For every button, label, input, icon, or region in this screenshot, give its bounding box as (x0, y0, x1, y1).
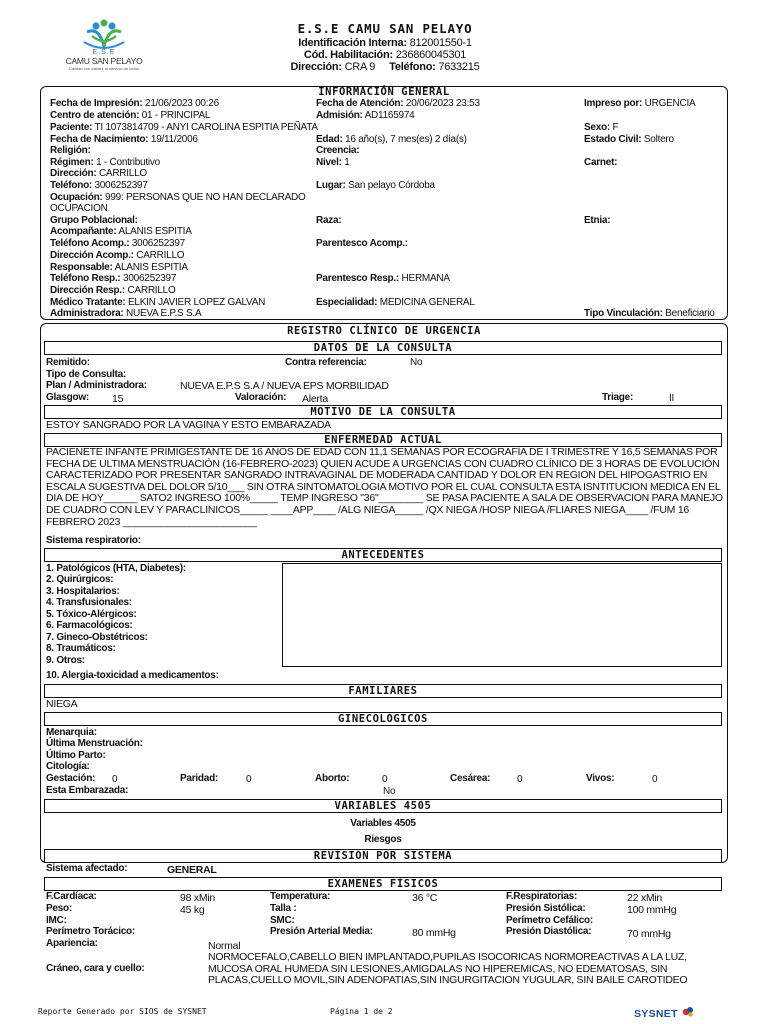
info-ocupacion: Ocupación: 999: PERSONAS QUE NO HAN DECLARADO (50, 192, 306, 203)
gineco-embarazada-label: Esta Embarazada: (46, 785, 129, 796)
sistema-respiratorio-label: Sistema respiratorio: (46, 535, 141, 546)
brand-swirl-icon (682, 1006, 694, 1018)
info-general-title: INFORMACIÓN GENERAL (318, 86, 450, 98)
exam-talla-label: Talla : (270, 903, 297, 914)
gineco-vivos-value: 0 (652, 774, 658, 785)
dir-value: CRA 9 (344, 61, 376, 73)
info-admin: Administradora: NUEVA E.P.S S.A (50, 308, 202, 319)
gineco-menarquia: Menarquia: (46, 727, 97, 738)
exam-peso-label: Peso: (46, 903, 72, 914)
exam-psis-value: 100 mmHg (627, 904, 677, 916)
revision-sistema-label: Sistema afectado: (46, 863, 128, 874)
exam-temp-label: Temperatura: (270, 891, 331, 902)
info-religion: Religión: (50, 145, 91, 156)
exam-imc-label: IMC: (46, 915, 67, 926)
motivo-text: ESTOY SANGRADO POR LA VAGINA Y ESTO EMBARAZADA (46, 419, 331, 431)
consulta-plan-label: Plan / Administradora: (46, 380, 147, 391)
consulta-valoracion-value: Alerta (302, 393, 328, 405)
consulta-glasgow-value: 15 (112, 393, 124, 405)
id-value: 812001550-1 (409, 37, 472, 49)
antecedente-item: 9. Otros: (46, 655, 85, 666)
info-edad: Edad: 16 año(s), 7 mes(es) 2 día(s) (316, 134, 467, 145)
consulta-glasgow-label: Glasgow: (46, 392, 90, 403)
exam-pam-label: Presión Arterial Media: (270, 926, 373, 937)
exam-fr-label: F.Respiratorias: (506, 891, 578, 902)
gineco-paridad-value: 0 (246, 774, 252, 785)
footer-page-number: Página 1 de 2 (330, 1007, 393, 1016)
info-sexo: Sexo: F (584, 122, 619, 133)
revision-sistema-value: GENERAL (167, 864, 217, 876)
info-impreso: Impreso por: URGENCIA (584, 98, 696, 109)
tel-label: Teléfono: (389, 61, 436, 73)
exam-pam-value: 80 mmHg (412, 927, 456, 939)
info-telefono: Teléfono: 3006252397 (50, 180, 148, 191)
logo-top-text: E.S.E (92, 49, 116, 56)
info-medico: Médico Tratante: ELKIN JAVIER LOPEZ GALVAN (50, 297, 266, 308)
familiares-text: NIEGA (46, 698, 78, 710)
gineco-citologia: Citología: (46, 761, 90, 772)
gineco-paridad-label: Paridad: (180, 773, 219, 784)
gineco-ultima-menst: Última Menstruación: (46, 738, 143, 749)
variables-subtitle: Variables 4505 (350, 818, 416, 829)
info-fecha-impresion: Fecha de Impresión: 21/06/2023 00:26 (50, 98, 219, 109)
page-title: E.S.E CAMU SAN PELAYO (297, 21, 473, 36)
people-icon (56, 18, 152, 52)
enfermedad-section-header: ENFERMEDAD ACTUAL (44, 433, 722, 447)
info-tel-resp: Teléfono Resp.: 3006252397 (50, 273, 177, 284)
gineco-section-header: GINECOLÓGICOS (44, 712, 722, 726)
info-civil: Estado Civil: Soltero (584, 134, 674, 145)
consulta-plan-value: NUEVA E.P.S S.A / NUEVA EPS MORBILIDAD (180, 380, 389, 392)
footer-brand (634, 1004, 694, 1022)
consulta-section-header: DATOS DE LA CONSULTA (44, 341, 722, 355)
info-ocupacion-cont: OCUPACION (50, 203, 108, 214)
antecedentes-notes-box (282, 563, 722, 667)
exam-psis-label: Presión Sistólica: (506, 903, 586, 914)
info-paciente: Paciente: TI 1073814709 - ANYI CAROLINA ESPITIA PEÑATA (50, 122, 318, 133)
gineco-vivos-label: Vivos: (586, 773, 615, 784)
exam-craneo-text: NORMOCEFALO,CABELLO BIEN IMPLANTADO,PUPILAS ISOCORICAS NORMOREACTIVAS A LA LUZ, MUCOSA ORAL HUMEDA SIN LESIONES,AMIGDALAS NO HIPEREMICAS, NO EDEMATOSAS, SIN PLACAS,CUELLO MOVIL,SIN ADENOPATIAS,SIN INGURGITACION YUGULAR, SIN BAILE CAROTIDEO (208, 951, 688, 987)
exam-apariencia-label: Apariencia: (46, 938, 98, 949)
antecedentes-section-header: ANTECEDENTES (44, 548, 722, 562)
info-acompanante: Acompañante: ALANIS ESPITIA (50, 226, 192, 237)
info-regimen: Régimen: 1 - Contributivo (50, 157, 160, 168)
familiares-section-header: FAMILIARES (44, 684, 722, 698)
info-vinculacion: Tipo Vinculación: Beneficiario (584, 308, 715, 319)
info-parentesco-resp: Parentesco Resp.: HERMANA (316, 273, 450, 284)
info-responsable: Responsable: ALANIS ESPITIA (50, 262, 188, 273)
header-dir-line (200, 61, 570, 73)
exam-smc-label: SMC: (270, 915, 295, 926)
header-hab-line (200, 49, 570, 61)
hab-label: Cód. Habilitación: (303, 49, 393, 61)
gineco-embarazada-value: No (383, 786, 396, 797)
consulta-valoracion-label: Valoración: (235, 392, 287, 403)
info-direccion: Dirección: CARRILLO (50, 168, 147, 179)
gineco-aborto-value: 0 (382, 774, 388, 785)
info-nacimiento: Fecha de Nacimiento: 19/11/2006 (50, 134, 198, 145)
info-lugar: Lugar: San pelayo Córdoba (316, 180, 435, 191)
motivo-section-header: MOTIVO DE LA CONSULTA (44, 405, 722, 419)
hab-value: 236860045301 (395, 49, 467, 61)
info-dir-acomp: Dirección Acomp.: CARRILLO (50, 250, 185, 261)
dir-label: Dirección: (290, 61, 342, 73)
consulta-triage-label: Triage: (602, 392, 634, 403)
antecedente-item: 4. Transfusionales: (46, 597, 132, 608)
antecedente-item: 2. Quirúrgicos: (46, 574, 114, 585)
info-especialidad: Especialidad: MEDICINA GENERAL (316, 297, 475, 308)
exam-pdia-label: Presión Diastólica: (506, 926, 592, 937)
exam-ptor-label: Perímetro Torácico: (46, 926, 135, 937)
exam-temp-value: 36 °C (412, 892, 438, 904)
gineco-cesarea-label: Cesárea: (450, 773, 491, 784)
gineco-cesarea-value: 0 (517, 774, 523, 785)
revision-section-header: REVISIÓN POR SISTEMA (44, 849, 722, 863)
exam-fc-label: F.Cardíaca: (46, 891, 97, 902)
gineco-aborto-label: Aborto: (315, 773, 350, 784)
consulta-tipo: Tipo de Consulta: (46, 369, 127, 380)
logo (56, 18, 152, 70)
antecedente-item: 8. Traumáticos: (46, 643, 116, 654)
antecedente-item: 1. Patológicos (HTA, Diabetes): (46, 563, 186, 574)
info-carnet: Carnet: (584, 157, 618, 168)
consulta-contra-value: No (410, 357, 423, 368)
info-admision: Admisión: AD1165974 (316, 110, 415, 121)
info-nivel: Nivel: 1 (316, 157, 350, 168)
gineco-ultimo-parto: Último Parto: (46, 750, 106, 761)
gineco-gestacion-label: Gestación: (46, 773, 96, 784)
exam-apariencia-value: Normal (208, 940, 241, 952)
alergia-label: 10. Alergia-toxicidad a medicamentos: (46, 670, 219, 681)
exam-peso-value: 45 kg (180, 904, 205, 916)
variables-riesgos: Riesgos (364, 834, 402, 845)
tel-value: 7633215 (438, 61, 480, 73)
info-dir-resp: Dirección Resp.: CARRILLO (50, 285, 176, 296)
footer-report-label: Reporte Generado por SIOS de SYSNET (38, 1007, 207, 1016)
variables-section-header: VARIABLES 4505 (44, 799, 722, 813)
gineco-gestacion-value: 0 (112, 774, 118, 785)
info-tel-acomp: Teléfono Acomp.: 3006252397 (50, 238, 185, 249)
exam-craneo-label: Cráneo, cara y cuello: (46, 963, 145, 974)
info-raza: Raza: (316, 215, 342, 226)
info-etnia: Etnia: (584, 215, 611, 226)
brand-name: SYSNET (634, 1008, 678, 1020)
id-label: Identificación Interna: (298, 37, 407, 49)
exam-fr-value: 22 xMin (627, 892, 663, 904)
consulta-remitido: Remitido: (46, 357, 90, 368)
exam-pcef-label: Perímetro Cefálico: (506, 915, 593, 926)
info-centro: Centro de atención: 01 - PRINCIPAL (50, 110, 211, 121)
antecedente-item: 3. Hospitalarios: (46, 586, 120, 597)
enfermedad-text: PACIENETE INFANTE PRIMIGESTANTE DE 16 AÑOS DE EDAD CON 11,1 SEMANAS POR ECOGRAFÍA DE I TRIMESTRE Y 16,5 SEMANAS POR FECHA DE ULTIMA MENSTRUACIÓN (16-FEBRERO-2023) QUIEN ACUDE A URGENCIAS CON CUADRO CLÍNICO DE 3 HORAS DE EVOLUCIÓN CARACTERIZADO POR PRESENTAR SANGRADO INTRAVAGINAL DE MODERADA CANTIDAD Y DOLOR EN REGION DEL HIPOGASTRIO EN ESCALA SUGESTIVA DEL DOLOR 5/10___ SIN OTRA SINTOMATOLOGIA MOTIVO POR EL CUAL CONSULTA ESTA ISNTITUCION MEDICA EN EL DIA DE HOY______ SATO2 INGRESO 100%_____ TEMP INGRESO "36"________ SE PASA PACIENTE A SALA DE OBSERVACION PARA MANEJO DE CUADRO CON LEV Y PARACLINICOS_____ ____APP____ /ALG NIEGA_____ /QX NIEGA /HOSP NIEGA /FLIARES NIEGA____ /FUM 16 FEBRERO 2023 ________________________ (46, 446, 723, 528)
examenes-section-header: EXAMENES FÍSICOS (44, 877, 722, 891)
consulta-contra-label: Contra referencia: (285, 357, 367, 368)
info-parentesco-acomp: Parentesco Acomp.: (316, 238, 408, 249)
antecedente-item: 7. Gineco-Obstétricos: (46, 632, 148, 643)
antecedente-item: 5. Tóxico-Alérgicos: (46, 609, 137, 620)
antecedente-item: 6. Farmacológicos: (46, 620, 133, 631)
exam-pdia-value: 70 mmHg (627, 928, 671, 940)
exam-fc-value: 98 xMin (180, 892, 216, 904)
info-creencia: Creencia: (316, 145, 360, 156)
logo-name: CAMU SAN PELAYO (65, 56, 143, 66)
info-grupo: Grupo Poblacional: (50, 215, 138, 226)
info-fecha-atencion: Fecha de Atención: 20/06/2023 23:53 (316, 98, 480, 109)
registro-title: REGISTRO CLÍNICO DE URGENCIA (287, 325, 481, 337)
header-id-line (200, 37, 570, 49)
consulta-triage-value: II (669, 393, 675, 404)
logo-tagline: Calidad con calidez al servicio de todos (68, 66, 140, 71)
